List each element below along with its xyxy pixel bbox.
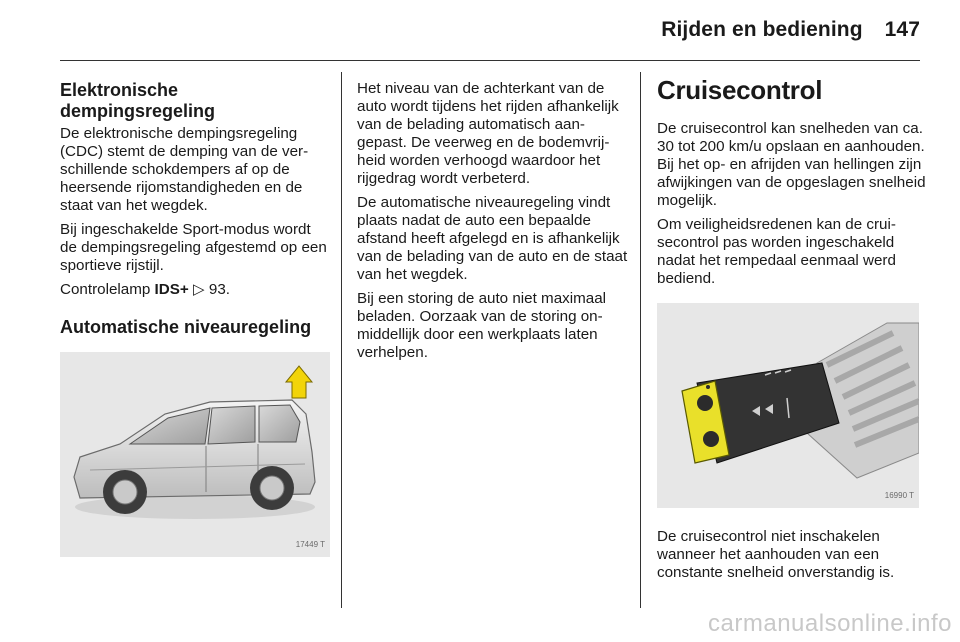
column-1: [60, 80, 328, 557]
cruise-lever-icon: [657, 303, 919, 508]
column-2: [357, 80, 629, 368]
cdc-heading: Elektronische dempingsregeling: [60, 80, 216, 121]
watermark: carmanualsonline.info: [708, 610, 952, 637]
car-illustration: [60, 352, 330, 557]
column-divider-2: [640, 72, 641, 608]
level-control-heading: Automatische niveauregeling: [60, 317, 312, 337]
page-ref: 93.: [208, 281, 231, 298]
page-header: [661, 18, 920, 42]
page-number: 147: [884, 18, 920, 41]
column-3: [657, 75, 927, 588]
figure-code: 17449 T: [295, 540, 325, 549]
level-paragraph-2: De automatische niveauregeling vindt plaats nadat de auto een bepaalde afstand heeft afgelegd en is afhankelijk van de belading van de auto en de staat van het wegdek.: [357, 194, 628, 283]
cdc-paragraph-1: De elektronische dempingsregeling (CDC) stemt de demping van de verschillende schokdempers af op de heersende rijomstandigheden en de staat van het wegdek.: [60, 125, 309, 214]
column-divider-1: [341, 72, 342, 608]
cruise-lever-illustration: [657, 303, 919, 508]
page-ref-icon: ▷: [192, 281, 205, 298]
cruise-paragraph-3: De cruisecontrol niet inschakelen wanneer het aanhouden van een constante snelheid onverstandig is.: [657, 528, 895, 581]
figure-code: 16990 T: [884, 491, 914, 500]
car-icon: [60, 352, 330, 557]
ids-label: IDS+: [154, 281, 189, 298]
cruise-paragraph-1: De cruisecontrol kan snelheden van ca. 30 tot 200 km/u opslaan en aanhouden. Bij het op- en afrijden van hellingen zijn afwijkingen van de opgeslagen snelheid mogelijk.: [657, 120, 926, 209]
level-paragraph-3: Bij een storing de auto niet maximaal beladen. Oorzaak van de storing onmiddellijk door een werkplaats laten verhelpen.: [357, 290, 607, 361]
section-title: Rijden en bediening: [661, 18, 863, 41]
cdc-paragraph-2: Bij ingeschakelde Sport-modus wordt de dempingsregeling afgestemd op een sportieve rijstijl.: [60, 221, 327, 274]
level-paragraph-1: Het niveau van de achterkant van de auto wordt tijdens het rijden afhankelijk van de belading automatisch aangepast. De veerweg en de bodemvrijheid worden verhoogd waardoor het rijgedrag wordt verbeterd.: [357, 80, 619, 187]
header-rule: [60, 60, 920, 61]
cdc-paragraph-3: Controlelamp IDS+ ▷ 93.: [60, 281, 231, 298]
cruise-heading: Cruisecontrol: [657, 75, 823, 105]
cruise-paragraph-2: Om veiligheidsredenen kan de cruisecontrol pas worden ingeschakeld nadat het rempedaal eenmaal werd bediend.: [657, 216, 896, 287]
